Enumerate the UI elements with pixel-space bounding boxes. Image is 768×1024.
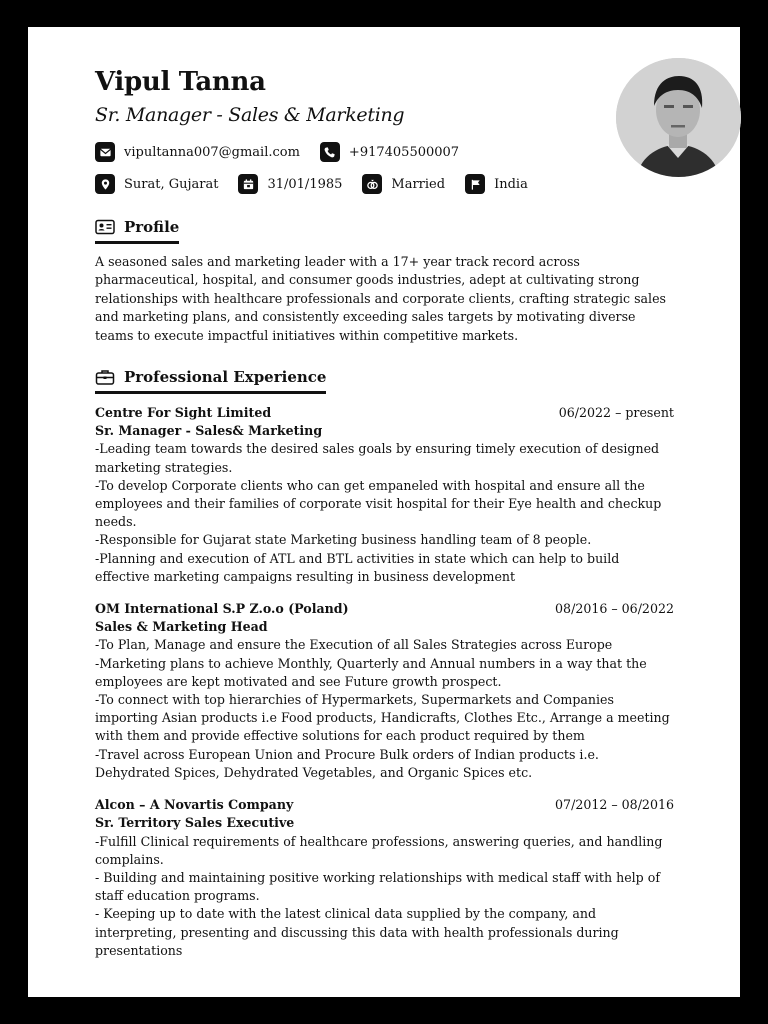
contact-row-primary [95,141,674,163]
job-role: Sr. Territory Sales Executive [95,815,295,831]
briefcase-icon [95,369,115,385]
nationality-text: India [494,176,528,192]
experience-heading [95,367,326,394]
contact-email[interactable] [95,142,300,162]
job-description: -Fulfill Clinical requirements of healthcare professions, answering queries, and handling complains. - Building and maintaining positive working relationships with medical staff with help of staff education programs. - Keeping up to date with the latest clinical data supplied by the company, and interpreting, presenting and discussing this data with health professionals during presentations [95,833,663,958]
job-description: -Leading team towards the desired sales goals by ensuring timely execution of designed marketing strategies. -To develop Corporate clients who can get empaneled with hospital and ensure all the employees and their families of corporate visit hospital for their Eye health and checkup needs. -Responsible for Gujarat state Marketing business handling team of 8 people. -Planning and execution of ATL and BTL activities in state which can help to build effective marketing campaigns resulting in business development [95,441,662,584]
job-dates: 06/2022 – present [558,405,674,421]
contact-dob [238,174,342,194]
contact-nationality [465,174,528,194]
id-card-icon [95,219,115,235]
phone-text: +917405500007 [348,144,460,160]
candidate-name: Vipul Tanna [95,67,266,97]
flag-icon [465,174,485,194]
rings-icon [362,174,382,194]
phone-icon [320,142,340,162]
contact-row-secondary [95,173,674,195]
location-text: Surat, Gujarat [124,176,219,192]
job-role: Sales & Marketing Head [95,619,268,635]
contact-phone[interactable] [320,142,459,162]
contact-location [95,174,218,194]
profile-summary: A seasoned sales and marketing leader with a 17+ year track record across pharmaceutical, hospital, and consumer goods industries, adept at cultivating strong relationships with healthcare professionals and corporate clients, crafting strategic sales and marketing plans, and consistently exceeding sales targets by motivating diverse teams to execute impactful initiatives within competitive markets. [95,254,667,343]
email-icon [95,142,115,162]
job-dates: 07/2012 – 08/2016 [555,797,674,813]
job-role: Sr. Manager - Sales& Marketing [95,423,323,439]
profile-heading [95,217,179,244]
profile-heading-text: Profile [124,218,180,236]
location-pin-icon [95,174,115,194]
resume-content [95,67,674,960]
job-company: Centre For Sight Limited [95,405,272,421]
job-company: OM International S.P Z.o.o (Poland) [95,601,349,617]
email-text: vipultanna007@gmail.com [124,144,300,160]
job-description: -To Plan, Manage and ensure the Execution of all Sales Strategies across Europe -Marketing plans to achieve Monthly, Quarterly and Annual numbers in a way that the employees are kept motivated and see Future growth prospect. -To connect with top hierarchies of Hypermarkets, Supermarkets and Companies importing Asian products i.e Food products, Handicrafts, Clothes Etc., Arrange a meeting with them and provide effective solutions for each product required by them -Travel across European Union and Procure Bulk orders of Indian products i.e. Dehydrated Spices, Dehydrated Vegetables, and Organic Spices etc. [95,637,670,780]
dob-text: 31/01/1985 [267,176,343,192]
marital-text: Married [391,176,446,192]
experience-list [95,404,674,960]
experience-heading-text: Professional Experience [124,368,327,387]
calendar-icon [238,174,258,194]
candidate-title: Sr. Manager - Sales & Marketing [95,104,405,126]
resume-page [28,27,740,997]
contact-marital [362,174,445,194]
job-company: Alcon – A Novartis Company [95,797,294,813]
job-entry [95,796,674,960]
job-entry [95,600,674,782]
job-entry [95,404,674,586]
job-dates: 08/2016 – 06/2022 [555,601,674,617]
